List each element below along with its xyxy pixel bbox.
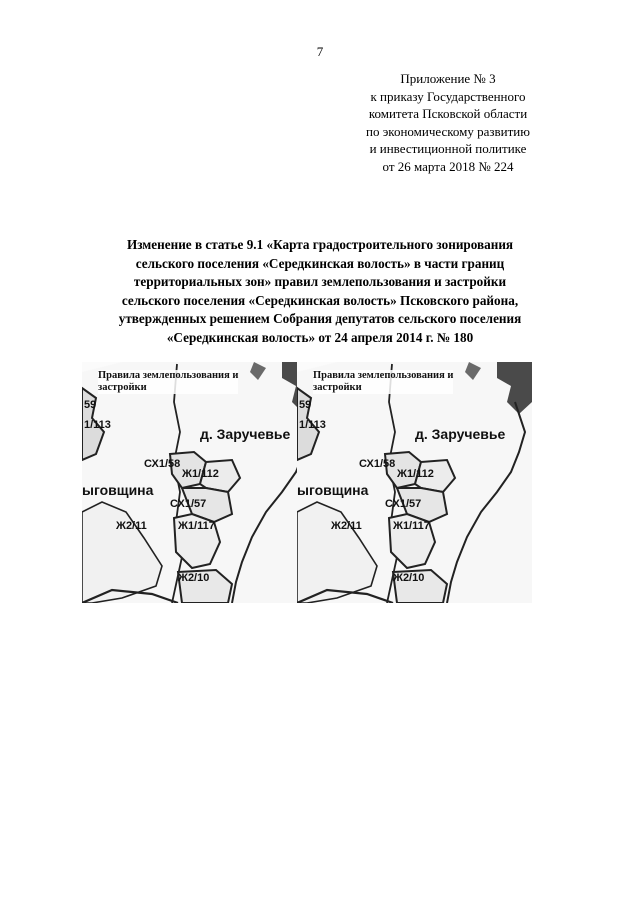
map-caption-line: Правила землепользования и [98, 370, 239, 381]
heading-line: «Середкинская волость» от 24 апреля 2014 г. № 180 [166, 329, 474, 345]
appendix-line: от 26 марта 2018 № 224 [382, 158, 514, 174]
settlement-label: ыговщина [297, 482, 369, 498]
zone-label: СХ1/58 [144, 458, 181, 470]
zone-label: 59 [84, 399, 97, 411]
heading-line: сельского поселения «Середкинская волость» в части границ [135, 255, 505, 271]
zone-label: Ж2/11 [331, 520, 362, 532]
settlement-label: ыговщина [82, 482, 154, 498]
zone-label: Ж1/117 [178, 520, 215, 532]
appendix-line: к приказу Государственного [370, 88, 526, 104]
map-caption-line: застройки [98, 382, 147, 393]
heading-line: Изменение в статье 9.1 «Карта градостроительного зонирования [126, 237, 514, 252]
appendix-line: комитета Псковской области [368, 106, 528, 121]
map-caption-line: Правила землепользования и [313, 370, 454, 381]
appendix-line: Приложение № 3 [400, 71, 496, 86]
heading-line: утвержденных решением Собрания депутатов сельского поселения [118, 311, 522, 326]
zoning-map-right [297, 362, 532, 603]
zone-label: Ж2/10 [178, 572, 210, 584]
map-caption-line: застройки [313, 382, 362, 393]
zone-label: Ж1/117 [393, 520, 430, 532]
zone-label: 59 [299, 399, 312, 411]
page-number: 7 [316, 44, 324, 59]
zone-label: Ж1/112 [182, 468, 219, 480]
zone-label: СХ1/57 [385, 498, 422, 510]
village-label: д. Заручевье [200, 426, 291, 442]
map-caption [98, 370, 238, 394]
zone-label: 1/113 [299, 419, 326, 431]
village-label: д. Заручевье [415, 426, 506, 442]
zone-label: СХ1/57 [170, 498, 207, 510]
appendix-line: и инвестиционной политике [369, 141, 527, 156]
appendix-line: по экономическому развитию [366, 123, 530, 139]
zone-label: СХ1/58 [359, 458, 396, 470]
map-caption [313, 370, 453, 394]
heading-line: территориальных зон» правил землепользования и застройки [133, 274, 507, 289]
zoning-map-left [82, 362, 317, 603]
appendix-block [338, 70, 558, 175]
zone-label: Ж2/10 [393, 572, 425, 584]
zone-label: 1/113 [84, 419, 111, 431]
document-heading [60, 236, 580, 347]
zone-label: Ж2/11 [116, 520, 147, 532]
heading-line: сельского поселения «Середкинская волость» Псковского района, [121, 292, 519, 308]
zone-label: Ж1/112 [397, 468, 434, 480]
